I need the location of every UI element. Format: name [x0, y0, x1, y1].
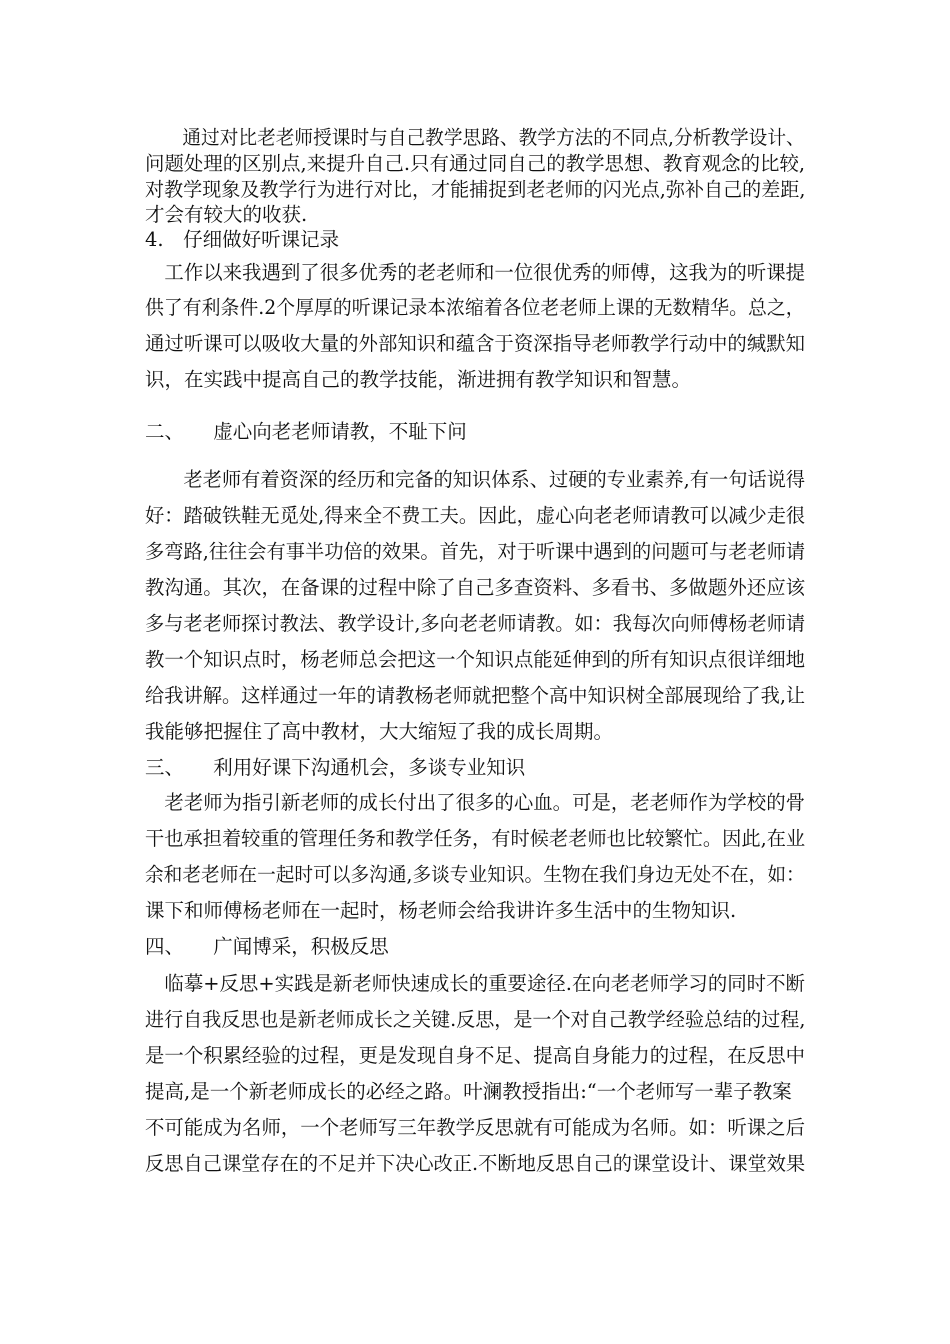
- paragraph-line: 我能够把握住了高中教材，大大缩短了我的成长周期。: [145, 720, 614, 743]
- paragraph-line: 才会有较大的收获.: [145, 203, 308, 226]
- paragraph-line: 对教学现象及教学行为进行对比，才能捕捉到老老师的闪光点,弥补自己的差距,: [145, 178, 806, 201]
- paragraph-line: 干也承担着较重的管理任务和教学任务，有时候老老师也比较繁忙。因此,在业: [145, 827, 806, 850]
- paragraph-line: 给我讲解。这样通过一年的请教杨老师就把整个高中知识树全部展现给了我,让: [145, 684, 806, 707]
- paragraph-line: 通过听课可以吸收大量的外部知识和蕴含于资深指导老师教学行动中的缄默知: [145, 332, 806, 355]
- paragraph-line: 反思自己课堂存在的不足并下决心改正.不断地反思自己的课堂设计、课堂效果: [145, 1152, 806, 1175]
- paragraph-line: 识，在实践中提高自己的教学技能，渐进拥有教学知识和智慧。: [145, 368, 692, 391]
- paragraph-line: 供了有利条件.2个厚厚的听课记录本浓缩着各位老老师上课的无数精华。总之，: [145, 296, 805, 319]
- paragraph-line: 老老师为指引新老师的成长付出了很多的心血。可是，老老师作为学校的骨: [145, 791, 806, 814]
- paragraph-line: 通过对比老老师授课时与自己教学思路、教学方法的不同点,分析教学设计、: [145, 126, 805, 149]
- paragraph-line: 进行自我反思也是新老师成长之关键.反思，是一个对自己教学经验总结的过程,: [145, 1008, 806, 1031]
- section-heading-2: 二、 虚心向老老师请教，不耻下问: [145, 420, 467, 443]
- paragraph-line: 多与老老师探讨教法、教学设计,多向老老师请教。如：我每次向师傅杨老师请: [145, 612, 806, 635]
- paragraph-line: 好：踏破铁鞋无觅处,得来全不费工夫。因此，虚心向老老师请教可以减少走很: [145, 504, 806, 527]
- paragraph-line: 老老师有着资深的经历和完备的知识体系、过硬的专业素养,有一句话说得: [145, 468, 806, 491]
- paragraph-line: 多弯路,往往会有事半功倍的效果。首先，对于听课中遇到的问题可与老老师请: [145, 540, 806, 563]
- paragraph-line: 临摹+反思+实践是新老师快速成长的重要途径.在向老老师学习的同时不断: [145, 972, 805, 995]
- section-heading-4: 4. 仔细做好听课记录: [145, 228, 340, 251]
- paragraph-line: 课下和师傅杨老师在一起时，杨老师会给我讲许多生活中的生物知识.: [145, 899, 737, 922]
- section-heading-4-cn: 四、 广闻博采，积极反思: [145, 935, 389, 958]
- paragraph-line: 是一个积累经验的过程，更是发现自身不足、提高自身能力的过程，在反思中: [145, 1044, 806, 1067]
- paragraph-line: 余和老老师在一起时可以多沟通,多谈专业知识。生物在我们身边无处不在，如：: [145, 863, 805, 886]
- paragraph-line: 问题处理的区别点,来提升自己.只有通过同自己的教学思想、教育观念的比较,: [145, 152, 806, 175]
- section-heading-3: 三、 利用好课下沟通机会，多谈专业知识: [145, 756, 526, 779]
- paragraph-line: 提高,是一个新老师成长的必经之路。叶澜教授指出:“一个老师写一辈子教案: [145, 1080, 792, 1103]
- paragraph-line: 教一个知识点时，杨老师总会把这一个知识点能延伸到的所有知识点很详细地: [145, 648, 806, 671]
- paragraph-line: 不可能成为名师，一个老师写三年教学反思就有可能成为名师。如：听课之后: [145, 1116, 806, 1139]
- paragraph-line: 教沟通。其次，在备课的过程中除了自己多查资料、多看书、多做题外还应该: [145, 576, 806, 599]
- paragraph-line: 工作以来我遇到了很多优秀的老老师和一位很优秀的师傅，这我为的听课提: [145, 261, 806, 284]
